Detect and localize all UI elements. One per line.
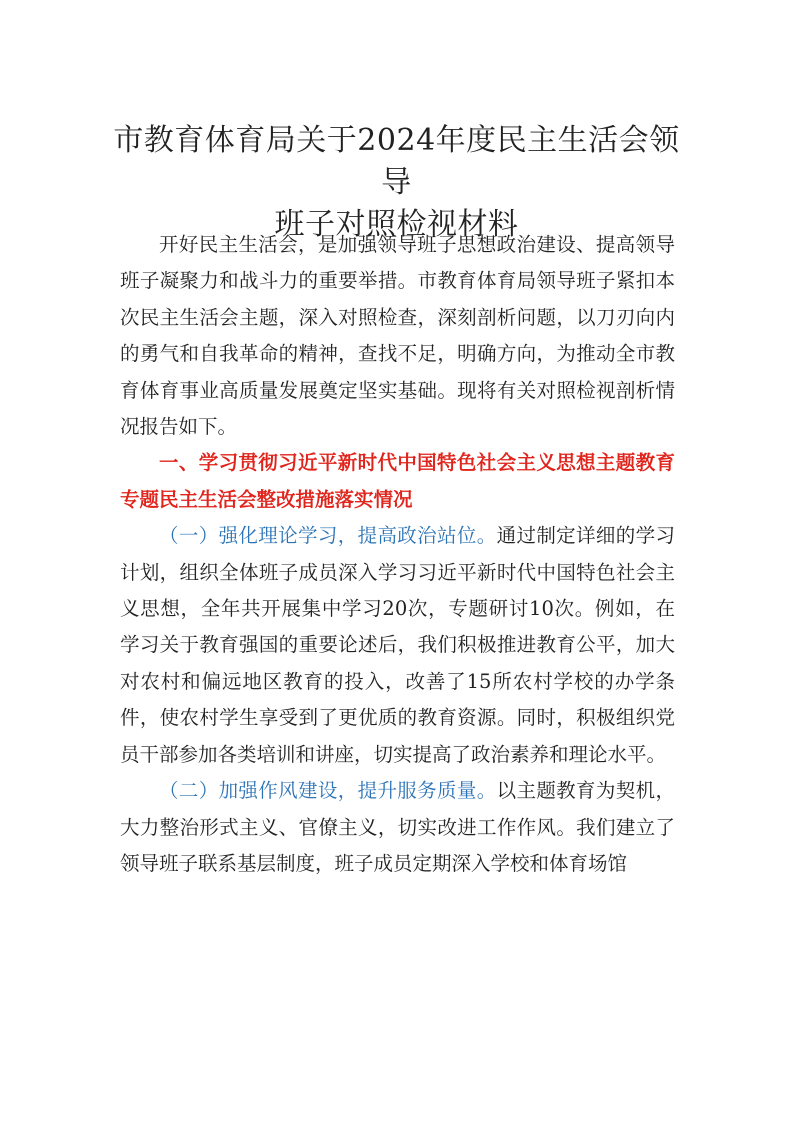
item-2-heading: （二）加强作风建设，提升服务质量。 [159, 779, 497, 803]
item-1-text: 通过制定详细的学习计划，组织全体班子成员深入学习习近平新时代中国特色社会主义思想，全年共开展集中学习20次，专题研讨10次。例如，在学习关于教育强国的重要论述后，我们积极推进教育公平，加大对农村和偏远地区教育的投入，改善了15所农村学校的办学条件，使农村学生享受到了更优质的教育资源。同时，积极组织党员干部参加各类培训和讲座，切实提高了政治素养和理论水平。 [120, 524, 675, 766]
item-2-paragraph [120, 773, 675, 882]
title-line-2: 班子对照检视材料 [274, 207, 519, 242]
intro-paragraph: 开好民主生活会，是加强领导班子思想政治建设、提高领导班子凝聚力和战斗力的重要举措。市教育体育局领导班子紧扣本次民主生活会主题，深入对照检查，深刻剖析问题，以刀刃向内的勇气和自我革命的精神，查找不足，明确方向，为推动全市教育体育事业高质量发展奠定坚实基础。现将有关对照检视剖析情况报告如下。 [120, 233, 675, 439]
item-2-text: 以主题教育为契机，大力整治形式主义、官僚主义，切实改进工作作风。我们建立了领导班子联系基层制度，班子成员定期深入学校和体育场馆 [120, 779, 675, 875]
item-1-paragraph [120, 518, 675, 773]
document-body [120, 227, 675, 882]
title-line-1: 市教育体育局关于2024年度民主生活会领导 [113, 123, 680, 200]
item-1-heading: （一）强化理论学习，提高政治站位。 [159, 524, 497, 548]
section-1-heading: 一、学习贯彻习近平新时代中国特色社会主义思想主题教育专题民主生活会整改措施落实情况 [120, 451, 675, 511]
